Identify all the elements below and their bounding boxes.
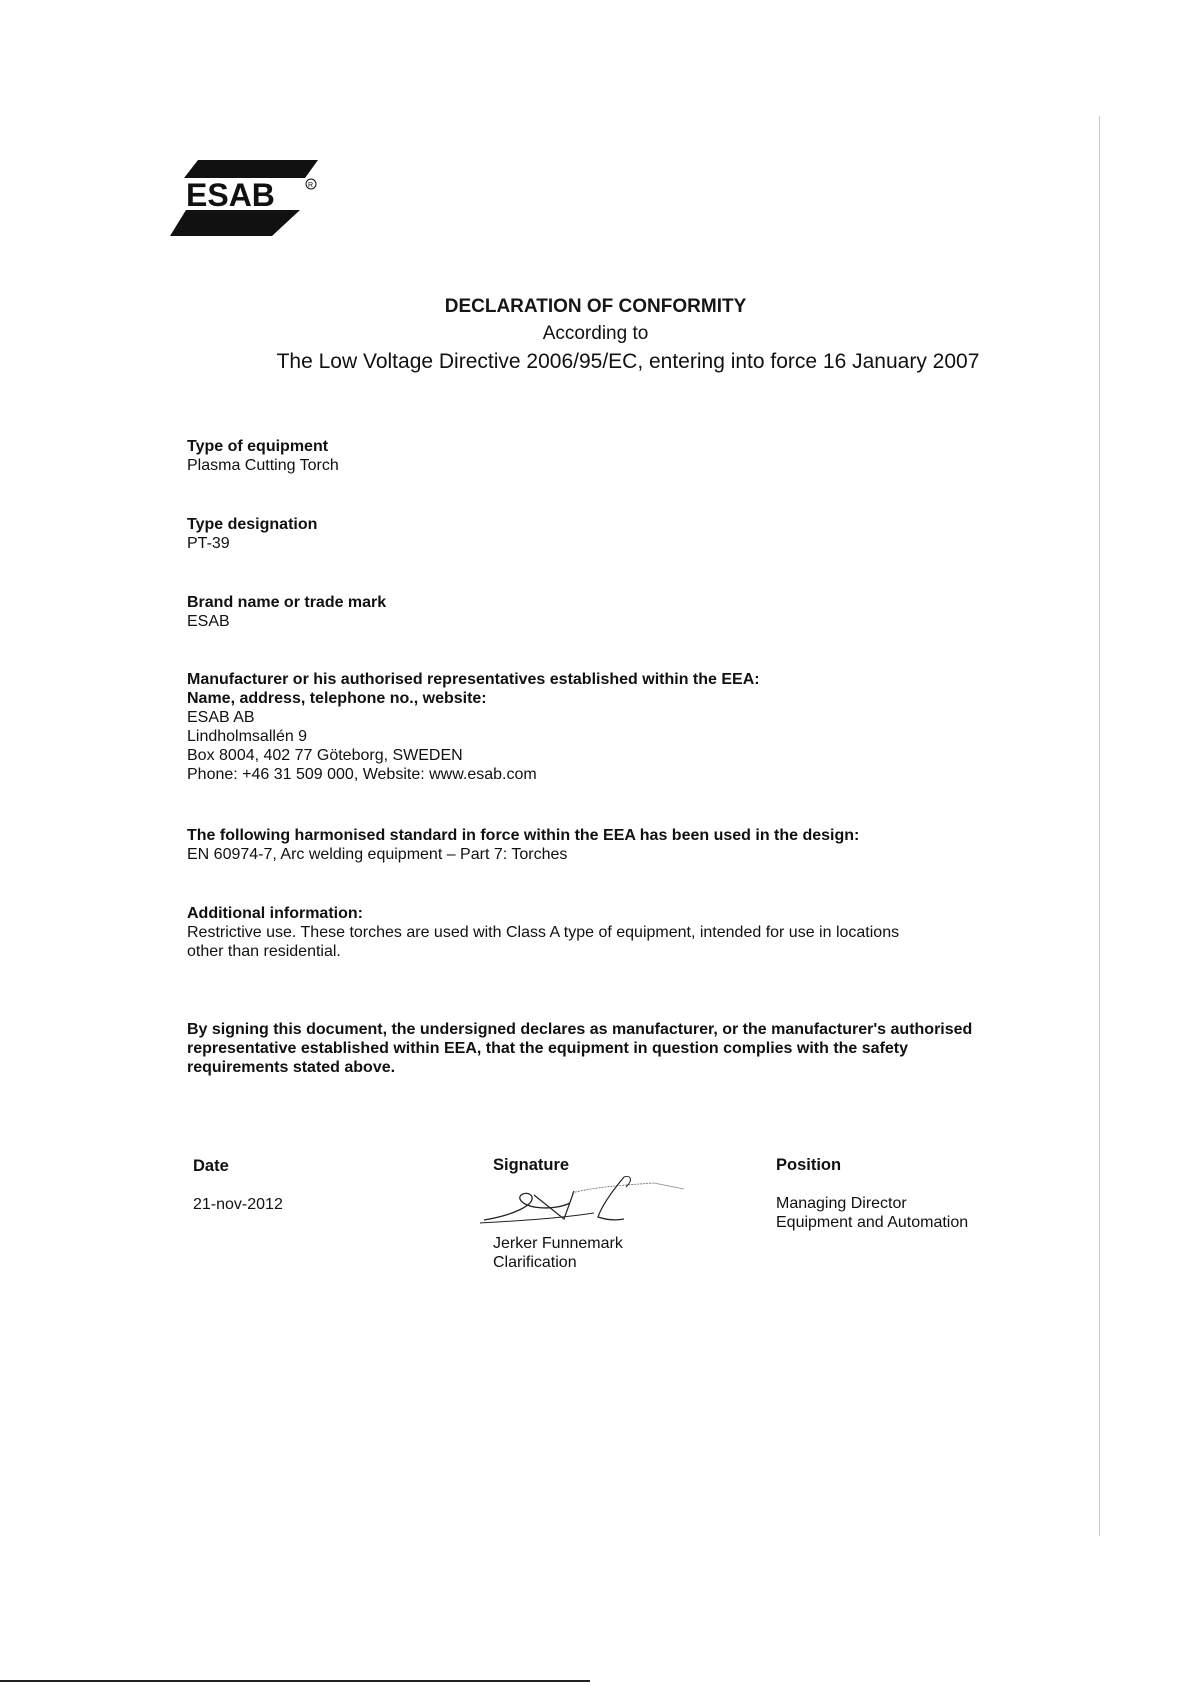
brand-value: ESAB [187,613,230,630]
section-harmonised-standard [187,826,859,864]
svg-text:R: R [308,182,314,189]
standard-value: EN 60974-7, Arc welding equipment – Part 7: Torches [187,846,568,863]
according-to: According to [542,323,649,344]
directive-line: The Low Voltage Directive 2006/95/EC, entering into force 16 January 2007 [276,350,980,373]
scan-edge-line [1099,116,1100,1536]
signature-label: Signature [493,1156,570,1174]
manufacturer-box: Box 8004, 402 77 Göteborg, SWEDEN [187,747,463,764]
section-type-designation [187,515,317,553]
type-designation-label: Type designation [187,516,318,533]
position-line-1: Managing Director [776,1195,907,1212]
type-designation-value: PT-39 [187,535,230,552]
section-signing-declaration [187,1020,972,1077]
esab-logo-graphic [170,158,322,248]
esab-logo [170,158,322,248]
position-line-2: Equipment and Automation [776,1214,969,1231]
bottom-rule [0,1680,590,1682]
manufacturer-company: ESAB AB [187,709,255,726]
section-brand [187,593,386,631]
signing-line-1: By signing this document, the undersigned declares as manufacturer, or the manufacturer's authorised [187,1021,973,1038]
type-of-equipment-label: Type of equipment [187,438,329,455]
additional-label: Additional information: [187,905,363,922]
manufacturer-label: Manufacturer or his authorised representatives established within the EEA: [187,671,760,688]
manufacturer-sublabel: Name, address, telephone no., website: [187,690,487,707]
signer-name: Jerker Funnemark [493,1235,623,1252]
manufacturer-contact: Phone: +46 31 509 000, Website: www.esab.com [187,766,537,783]
section-manufacturer [187,670,760,784]
standard-label: The following harmonised standard in force within the EEA has been used in the design: [187,827,860,844]
brand-label: Brand name or trade mark [187,594,387,611]
signing-line-3: requirements stated above. [187,1059,396,1076]
date-label: Date [193,1157,229,1175]
section-additional-information [187,904,899,961]
position-label: Position [776,1156,842,1174]
date-value: 21-nov-2012 [193,1196,283,1213]
additional-line-2: other than residential. [187,943,341,960]
additional-line-1: Restrictive use. These torches are used with Class A type of equipment, intended for use in locations [187,924,900,941]
esab-logo-text: ESAB [186,177,275,213]
type-of-equipment-value: Plasma Cutting Torch [187,457,339,474]
section-type-of-equipment [187,437,339,475]
clarification-label: Clarification [493,1254,577,1271]
signature-graphic [474,1175,694,1235]
manufacturer-street: Lindholmsallén 9 [187,728,308,745]
handwritten-signature [474,1175,694,1235]
document-title: DECLARATION OF CONFORMITY [444,296,747,317]
signing-line-2: representative established within EEA, that the equipment in question complies with the safety [187,1040,909,1057]
